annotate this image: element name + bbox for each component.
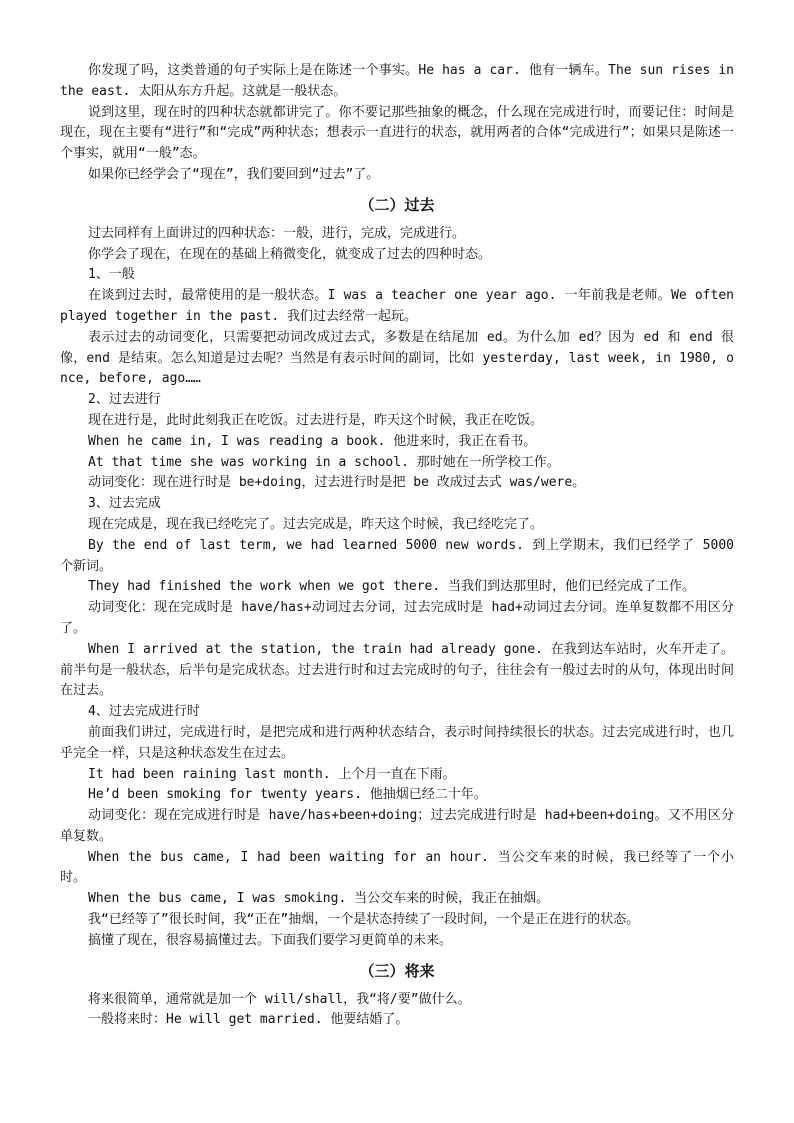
paragraph: 动词变化：现在进行时是 be+doing，过去进行时是把 be 改成过去式 was/were。	[88, 475, 586, 491]
paragraph: 你学会了现在，在现在的基础上稍微变化，就变成了过去的四种时态。	[88, 246, 492, 262]
subsection-title: 1、一般	[88, 267, 135, 283]
paragraph: 我“已经等了”很长时间，我“正在”抽烟，一个是状态持续了一段时间，一个是正在进行的状态。	[88, 912, 640, 928]
paragraph: 搞懂了现在，很容易搞懂过去。下面我们要学习更简单的未来。	[88, 932, 453, 948]
example-sentence: It had been raining last month. 上个月一直在下雨。	[88, 766, 456, 782]
example-sentence: He’d been smoking for twenty years. 他抽烟已经二十年。	[88, 787, 487, 803]
paragraph: 现在完成是，现在我已经吃完了。过去完成是，昨天这个时候，我已经吃完了。	[88, 516, 544, 532]
paragraph: 现在进行是，此时此刻我正在吃饭。过去进行是，昨天这个时候，我正在吃饭。	[88, 412, 544, 428]
subsection-title: 2、过去进行	[88, 392, 161, 408]
example-sentence: At that time she was working in a school. 那时她在一所学校工作。	[88, 454, 560, 470]
paragraph: 前面我们讲过，完成进行时，是把完成和进行两种状态结合，表示时间持续很长的状态。过去完成进行时，也几乎完全一样，只是这种状态发生在过去。	[60, 724, 734, 761]
paragraph: 动词变化：现在完成时是 have/has+动词过去分词，过去完成时是 had+动词过去分词。连单复数都不用区分了。	[60, 600, 734, 636]
paragraph: 如果你已经学会了“现在”，我们要回到“过去”了。	[88, 166, 380, 182]
example-sentence: When the bus came, I was smoking. 当公交车来的时候，我正在抽烟。	[88, 891, 550, 907]
subsection-title: 4、过去完成进行时	[88, 704, 200, 720]
paragraph: When I arrived at the station, the train had already gone. 在我到达车站时，火车开走了。前半句是一般状态，后半句是完成状态。过去进行时和过去完成时的句子，往往会有一般过去时的从句，体现出时间在过去。	[60, 641, 734, 699]
paragraph: 一般将来时：He will get married. 他要结婚了。	[88, 1012, 409, 1028]
paragraph: 动词变化：现在完成进行时是 have/has+been+doing；过去完成进行时是 had+been+doing。又不用区分单复数。	[60, 808, 734, 844]
paragraph: 过去同样有上面讲过的四种状态：一般，进行，完成，完成进行。	[88, 225, 466, 241]
paragraph: 表示过去的动词变化，只需要把动词改成过去式，多数是在结尾加 ed。为什么加 ed？因为 ed 和 end 很像，end 是结束。怎么知道是过去呢？当然是有表示时间的副词，比如 yesterday, last week, in 1980, once, before, ago……	[60, 329, 734, 387]
section-heading-past: （二）过去	[359, 195, 435, 214]
example-sentence: By the end of last term, we had learned 5000 new words. 到上学期末，我们已经学了 5000 个新词。	[60, 537, 734, 574]
paragraph: 将来很简单，通常就是加一个 will/shall，我“将/要”做什么。	[88, 991, 471, 1007]
section-heading-future: （三）将来	[359, 961, 435, 980]
paragraph: 在谈到过去时，最常使用的是一般状态。I was a teacher one year ago. 一年前我是老师。We often played together in the past. 我们过去经常一起玩。	[60, 288, 734, 324]
paragraph: 说到这里，现在时的四种状态就都讲完了。你不要记那些抽象的概念，什么现在完成进行时，而要记住：时间是现在，现在主要有“进行”和“完成”两种状态；想表示一直进行的状态，就用两者的合体“完成进行”；如果只是陈述一个事实，就用“一般”态。	[60, 104, 734, 162]
example-sentence: When he came in, I was reading a book. 他进来时，我正在看书。	[88, 433, 537, 449]
subsection-title: 3、过去完成	[88, 496, 161, 512]
example-sentence: They had finished the work when we got there. 当我们到达那里时，他们已经完成了工作。	[88, 579, 696, 595]
document-body	[60, 61, 734, 1031]
example-sentence: When the bus came, I had been waiting for an hour. 当公交车来的时候，我已经等了一个小时。	[60, 849, 734, 886]
paragraph: 你发现了吗，这类普通的句子实际上是在陈述一个事实。He has a car. 他有一辆车。The sun rises in the east. 太阳从东方升起。这就是一般状态。	[60, 63, 734, 99]
